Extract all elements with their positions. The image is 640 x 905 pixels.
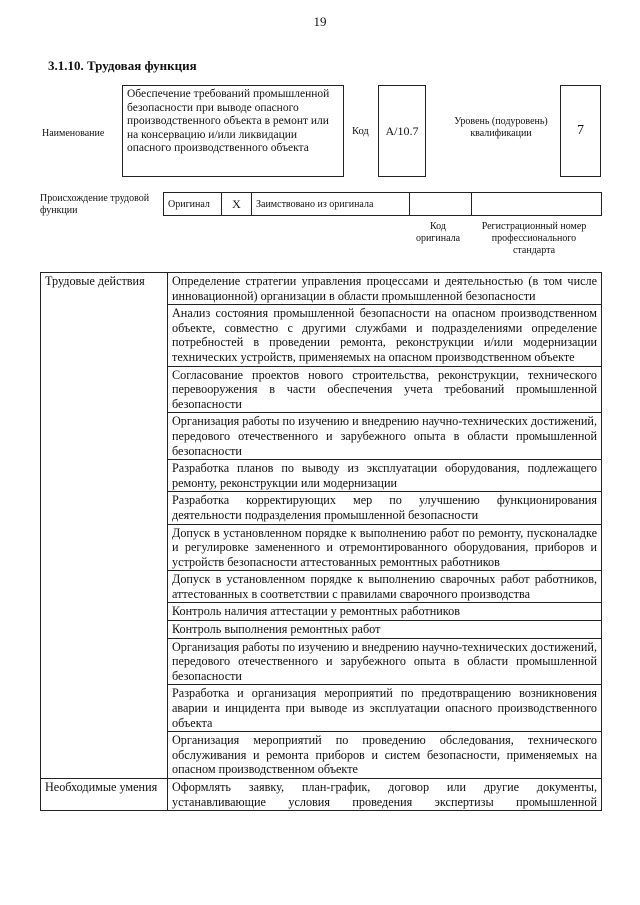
labor-action-item: Допуск в установленном порядке к выполнению сварочных работ работников, аттестованных в соответствии с правилами сварочного производства [168,571,602,603]
labor-action-item: Организация мероприятий по проведению обследования, технического обслуживания и ремонта приборов и систем безопасности, применяемых на опасном производственном объекте [168,732,602,779]
borrowed-label: Заимствовано из оригинала [252,193,410,215]
labor-action-item: Контроль наличия аттестации у ремонтных работников [168,603,602,621]
origin-row [163,192,602,216]
code-label: Код [352,126,369,137]
labor-action-item: Согласование проектов нового строительства, реконструкции, технического перевооружения в части обеспечения учета требований промышленной безопасности [168,366,602,413]
skills-label: Необходимые умения [41,779,168,811]
origin-label: Происхождение трудовой функции [40,193,150,216]
skill-item: Оформлять заявку, план-график, договор или другие документы, устанавливающие условия проведения экспертизы промышленной [168,779,602,811]
labor-action-item: Разработка и организация мероприятий по предотвращению возникновения аварии и инцидента при выводе из эксплуатации опасного производственного объекта [168,685,602,732]
reg-number-cell [472,193,603,215]
labor-action-item: Анализ состояния промышленной безопасности на опасном производственном объекте, совместно с другими службами и подразделениями определение потребностей в проведении ремонта, реконструкции и/или модернизации технических устройств, применяемых на опасном производственном объекте [168,305,602,366]
qualification-level-label: Уровень (подуровень) квалификации [454,116,548,139]
code-original-cell [410,193,472,215]
function-code-box: А/10.7 [378,85,426,177]
table-row [41,779,602,811]
original-mark: X [222,193,252,215]
page-number: 19 [313,14,327,29]
code-original-label: Код оригинала [415,221,461,244]
labor-actions-label: Трудовые действия [41,273,168,779]
qualification-level-box: 7 [560,85,601,177]
labor-action-item: Разработка планов по выводу из эксплуатации оборудования, подлежащего ремонту, реконструкции или модернизации [168,460,602,492]
section-title: 3.1.10. Трудовая функция [48,58,197,73]
labor-action-item: Допуск в установленном порядке к выполнению работ по ремонту, пусконаладке и регулировке замененного и отремонтированного оборудования, приборов и устройств безопасности аттестованных ремонтных работников [168,524,602,571]
function-name-box: Обеспечение требований промышленной безопасности при выводе опасного производственного объекта в ремонт или на консервацию и/или ликвидации опасного производственного объекта [122,85,344,177]
labor-action-item: Организация работы по изучению и внедрению научно-технических достижений, передового отечественного и зарубежного опыта в области промышленной безопасности [168,638,602,685]
labor-action-item: Определение стратегии управления процессами и деятельностью (в том числе инновационной) организации в области промышленной безопасности [168,273,602,305]
original-label: Оригинал [164,193,222,215]
labor-action-item: Разработка корректирующих мер по улучшению функционирования деятельности подразделения промышленной безопасности [168,492,602,524]
labor-action-item: Организация работы по изучению и внедрению научно-технических достижений, передового отечественного и зарубежного опыта в области промышленной безопасности [168,413,602,460]
reg-number-label: Регистрационный номер профессионального стандарта [481,221,587,256]
labor-function-table [40,272,602,811]
labor-action-item: Контроль выполнения ремонтных работ [168,621,602,639]
name-label: Наименование [42,128,105,139]
table-row [41,273,602,305]
